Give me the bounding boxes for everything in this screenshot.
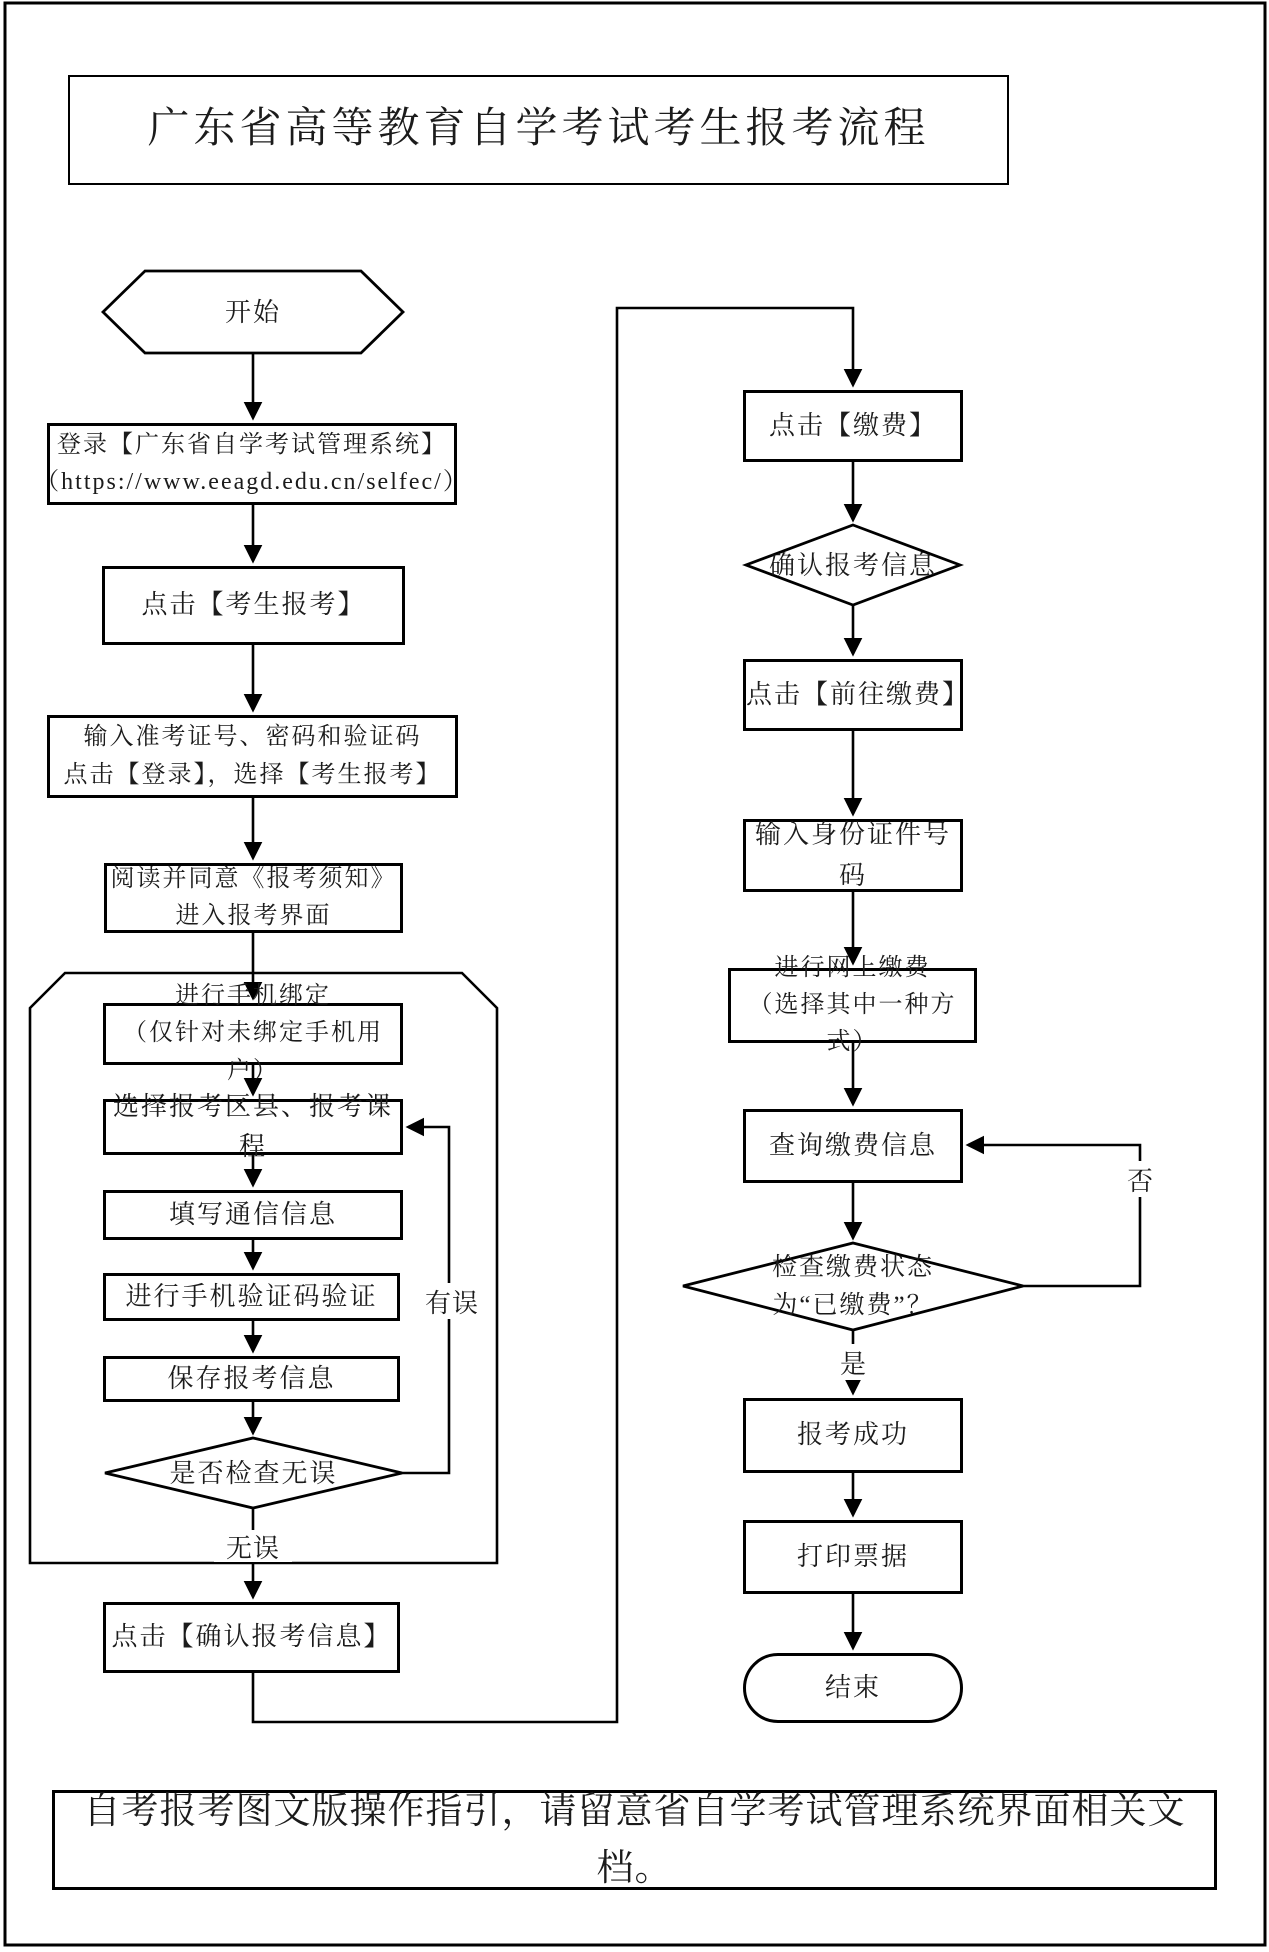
node-online-payment-line1: 进行网上缴费 — [774, 954, 931, 981]
node-start-label: 开始 — [224, 297, 281, 327]
node-bind-phone-line2: （仅针对未绑定手机用户） — [123, 1020, 383, 1084]
node-sms-code-verify-label: 进行手机验证码验证 — [125, 1281, 378, 1311]
node-confirm-register-info — [103, 1602, 400, 1673]
node-enter-id-number — [743, 819, 963, 892]
node-fill-contact-info-label: 填写通信信息 — [168, 1199, 337, 1229]
node-check-no-error-label: 是否检查无误 — [169, 1458, 338, 1488]
node-query-payment-info-label: 查询缴费信息 — [768, 1130, 937, 1160]
node-click-candidate-register-label: 点击【考生报考】 — [141, 590, 366, 620]
node-select-district-courses-label: 选择报考区县、报考课程 — [112, 1091, 393, 1161]
footer-note: 自考报考图文版操作指引，请留意省自学考试管理系统界面相关文档。 — [83, 1790, 1186, 1889]
node-confirm-info-label: 确认报考信息 — [768, 550, 937, 580]
node-query-payment-info — [743, 1109, 963, 1183]
node-read-notice-line1: 阅读并同意《报考须知》 — [110, 865, 397, 892]
edge-label-error: 有误 — [415, 1283, 489, 1319]
node-select-district-courses — [103, 1091, 403, 1161]
node-click-pay — [743, 390, 963, 462]
page-title-box — [68, 75, 1009, 185]
node-read-notice — [104, 863, 403, 933]
node-print-receipt-label: 打印票据 — [796, 1541, 909, 1571]
node-check-payment-status-line2: 为“已缴费”？ — [772, 1291, 934, 1319]
node-end-label: 结束 — [824, 1672, 881, 1702]
node-login-line2: （https://www.eeagd.edu.cn/selfec/） — [35, 469, 469, 495]
node-save-register-info-label: 保存报考信息 — [167, 1363, 336, 1393]
node-click-goto-pay — [743, 659, 971, 731]
node-enter-id-number-label: 输入身份证件号码 — [754, 820, 951, 890]
node-sms-code-verify — [103, 1273, 400, 1321]
node-login — [35, 423, 469, 505]
node-print-receipt — [743, 1520, 963, 1594]
node-register-success-label: 报考成功 — [796, 1420, 909, 1450]
node-online-payment — [728, 954, 977, 1056]
node-online-payment-line2: （选择其中一种方式） — [748, 991, 957, 1056]
page-title: 广东省高等教育自学考试考生报考流程 — [147, 106, 930, 153]
node-bind-phone — [103, 983, 403, 1084]
node-read-notice-line2: 进入报考界面 — [175, 903, 332, 929]
node-check-payment-status-label — [683, 1243, 1023, 1330]
edge-label-no-error: 无误 — [214, 1530, 292, 1562]
node-end — [743, 1653, 963, 1723]
node-bind-phone-line1: 进行手机绑定 — [175, 983, 331, 1010]
node-check-payment-status-line1: 检查缴费状态 — [771, 1254, 934, 1281]
node-click-goto-pay-label: 点击【前往缴费】 — [746, 679, 971, 709]
node-click-pay-label: 点击【缴费】 — [768, 410, 937, 440]
node-register-success — [743, 1398, 963, 1473]
node-login-line1: 登录【广东省自学考试管理系统】 — [57, 431, 447, 458]
node-enter-credentials — [47, 715, 458, 798]
node-click-candidate-register — [102, 566, 405, 645]
node-confirm-register-info-label: 点击【确认报考信息】 — [111, 1622, 392, 1652]
node-enter-credentials-line2: 点击【登录】，选择【考生报考】 — [63, 761, 442, 788]
node-fill-contact-info — [103, 1190, 403, 1240]
node-save-register-info — [103, 1356, 400, 1402]
node-enter-credentials-line1: 输入准考证号、密码和验证码 — [83, 724, 422, 751]
edge-label-yes: 是 — [835, 1344, 872, 1380]
edge-label-no: 否 — [1122, 1161, 1159, 1197]
footer-note-box — [52, 1790, 1217, 1890]
